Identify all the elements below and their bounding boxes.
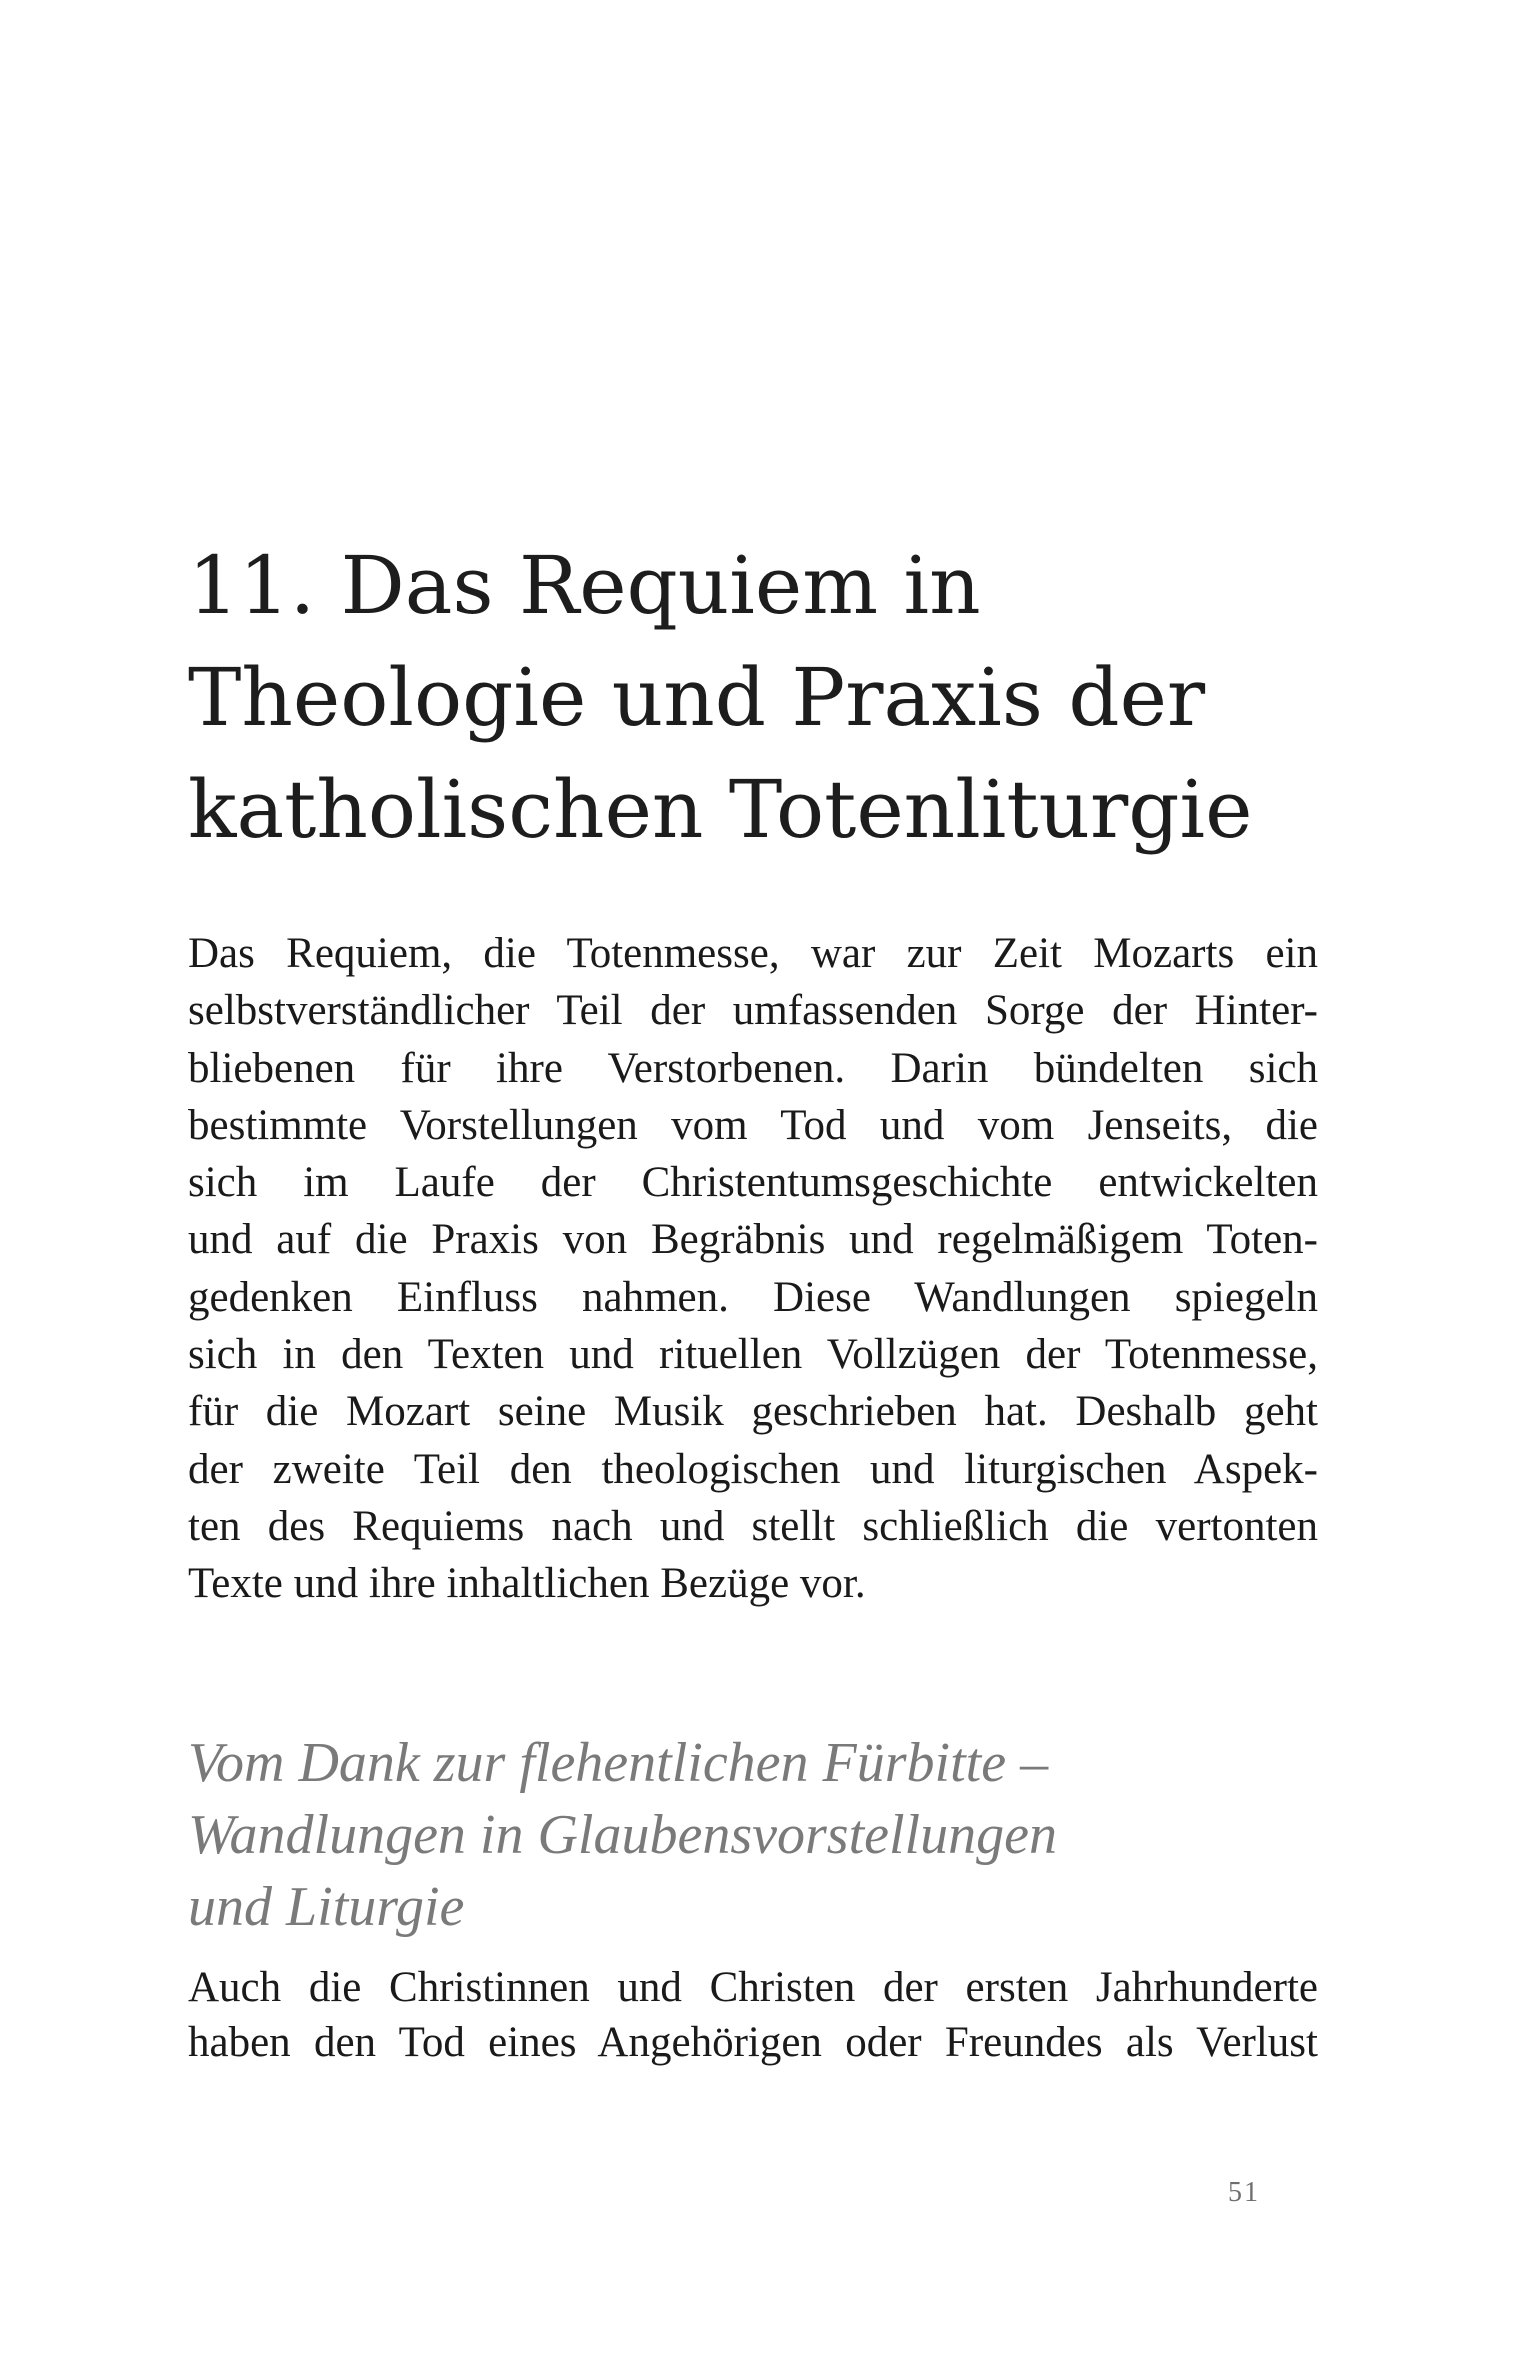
section-heading — [188, 1727, 1348, 1943]
section-body-paragraph — [188, 1960, 1318, 2070]
intro-line: bliebenen für ihre Verstorbenen. Darin bündelten sich — [188, 1044, 1318, 1092]
section-heading-line: Wandlungen in Glaubensvorstellungen — [188, 1804, 1057, 1866]
intro-line: Das Requiem, die Totenmesse, war zur Zeit Mozarts ein — [188, 930, 1318, 977]
section-heading-line: und Liturgie — [188, 1876, 465, 1938]
intro-line: ten des Requiems nach und stellt schließlich die vertonten — [188, 1502, 1318, 1550]
body-line: Auch die Christinnen und Christen der ersten Jahrhunderte — [188, 1964, 1318, 2011]
intro-paragraph — [188, 925, 1318, 1613]
intro-line: für die Mozart seine Musik geschrieben hat. Deshalb geht — [188, 1388, 1318, 1436]
intro-line: sich im Laufe der Christentumsgeschichte entwickelten — [188, 1159, 1318, 1207]
intro-line: gedenken Einfluss nahmen. Diese Wandlungen spiegeln — [188, 1273, 1318, 1321]
intro-line: selbstverständlicher Teil der umfassenden Sorge der Hinter- — [188, 987, 1318, 1035]
chapter-title-line: Theologie und Praxis der — [188, 651, 1206, 744]
section-heading-line: Vom Dank zur flehentlichen Fürbitte – — [188, 1732, 1049, 1794]
intro-line: der zweite Teil den theologischen und liturgischen Aspek- — [188, 1445, 1318, 1493]
intro-line: bestimmte Vorstellungen vom Tod und vom Jenseits, die — [188, 1101, 1318, 1149]
intro-line: Texte und ihre inhaltlichen Bezüge vor. — [188, 1560, 866, 1608]
body-line: haben den Tod eines Angehörigen oder Freundes als Verlust — [188, 2019, 1318, 2066]
chapter-title-line: katholischen Totenliturgie — [188, 763, 1253, 856]
chapter-title — [188, 530, 1348, 866]
intro-line: und auf die Praxis von Begräbnis und regelmäßigem Toten- — [188, 1216, 1318, 1264]
chapter-title-line: 11. Das Requiem in — [188, 539, 981, 632]
intro-line: sich in den Texten und rituellen Vollzügen der Totenmesse, — [188, 1331, 1318, 1379]
page-number: 51 — [1228, 2177, 1260, 2208]
